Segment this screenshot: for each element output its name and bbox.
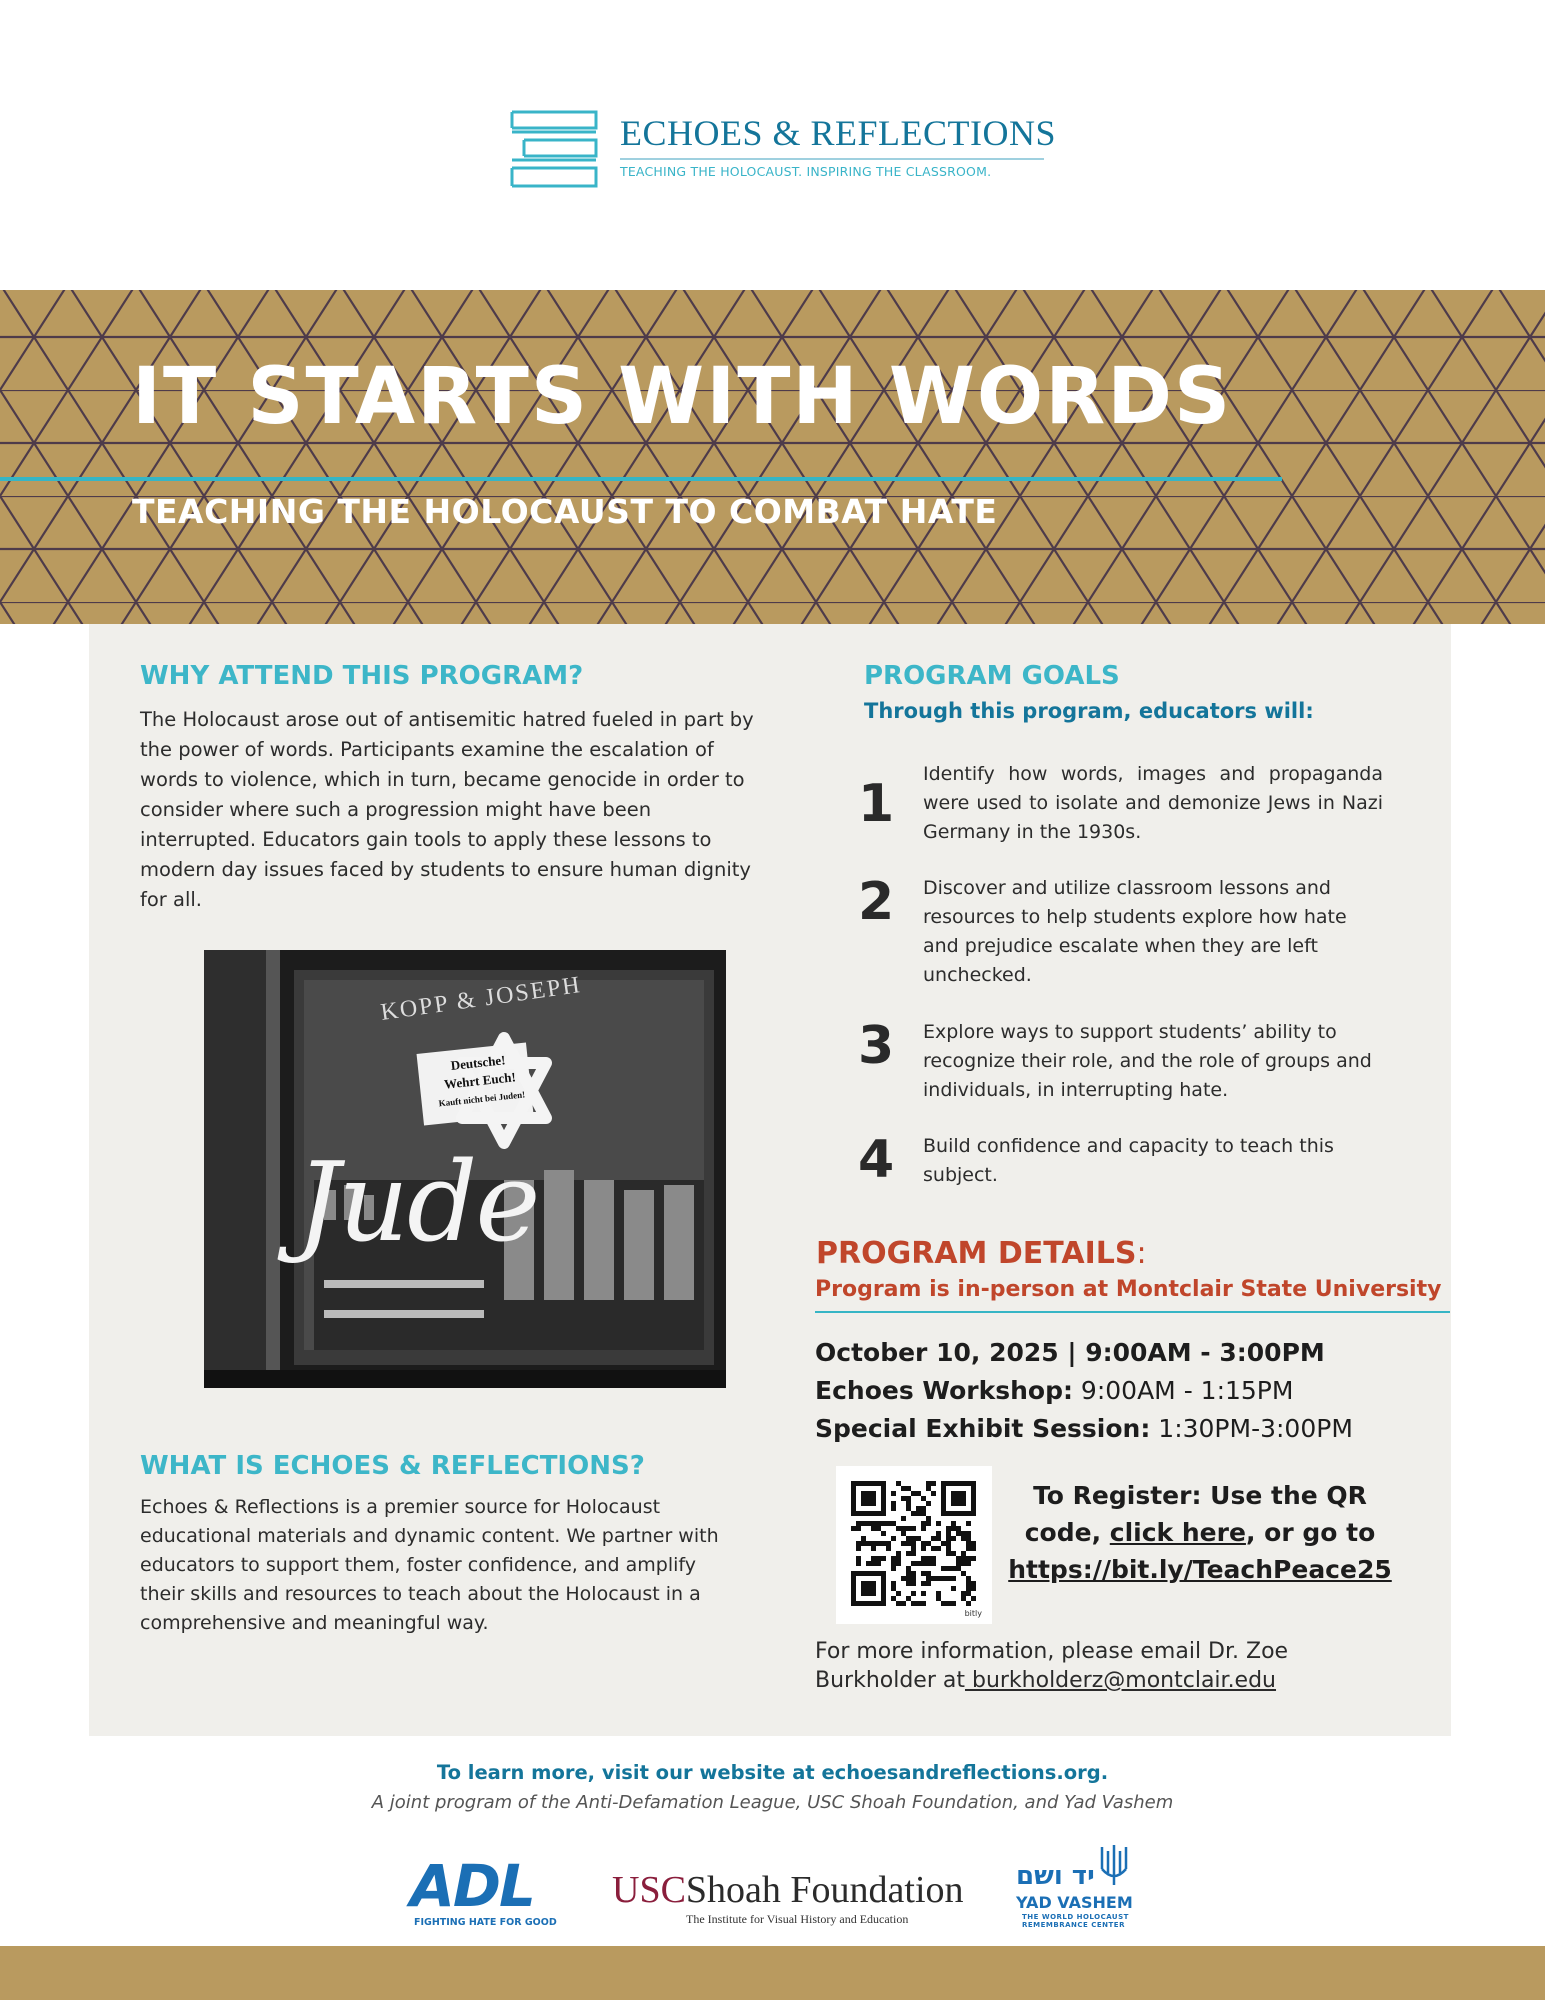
program-details-heading: PROGRAM DETAILS: [816, 1236, 1147, 1271]
adl-letters: ADL [410, 1852, 534, 1920]
footer-band [0, 1946, 1545, 2000]
joint-program-note: A joint program of the Anti-Defamation League, USC Shoah Foundation, and Yad Vashem [371, 1792, 1174, 1813]
register-url-link[interactable]: https://bit.ly/TeachPeace25 [1008, 1555, 1392, 1584]
stacked-lines-logo-icon [510, 106, 600, 192]
yad-vashem-sub: THE WORLD HOLOCAUST REMEMBRANCE CENTER [1022, 1913, 1129, 1929]
logo-divider [620, 158, 1044, 160]
register-link[interactable]: click here [1109, 1518, 1246, 1547]
logo-tagline: TEACHING THE HOLOCAUST. INSPIRING THE CLASSROOM. [620, 164, 992, 179]
yad-vashem-hebrew: יד ושם [1016, 1861, 1095, 1891]
workshop-time: Echoes Workshop: 9:00AM - 1:15PM [815, 1376, 1294, 1405]
register-qr-code[interactable] [836, 1466, 992, 1624]
program-goals-subtitle: Through this program, educators will: [864, 699, 1314, 723]
what-is-echoes-body: Echoes & Reflections is a premier source for Holocaust educational materials and dynamic content. We partner with educators to support them, foster confidence, and amplify their skills and resources to teach about the Holocaust in a comprehensive and meaningful way. [140, 1496, 719, 1634]
goal-text: Explore ways to support students’ ability to recognize their role, and the role of groups and individuals, in interrupting hate. [923, 1021, 1372, 1101]
adl-logo [410, 1852, 557, 1935]
banner-subhead: TEACHING THE HOLOCAUST TO COMBAT HATE [132, 492, 998, 531]
details-divider [815, 1311, 1450, 1313]
goal-text: Build confidence and capacity to teach this subject. [923, 1135, 1334, 1186]
contact-email-link[interactable]: burkholderz@montclair.edu [964, 1668, 1277, 1693]
menorah-icon [1098, 1843, 1132, 1887]
goal-number: 3 [858, 1016, 895, 1076]
goal-text: Identify how words, images and propaganda were used to isolate and demonize Jews in Nazi Germany in the 1930s. [923, 763, 1383, 843]
goal-number: 1 [858, 774, 895, 834]
qr-label: bitly [964, 1609, 982, 1618]
why-attend-body: The Holocaust arose out of antisemitic hatred fueled in part by the power of words. Participants examine the escalation of words to violence, which in turn, became genocide in order to consider where such a progression might have been interrupted. Educators gain tools to apply these lessons to modern day issues faced by students to ensure human dignity for all. [140, 708, 754, 911]
what-is-echoes-heading: WHAT IS ECHOES & REFLECTIONS? [140, 1451, 645, 1481]
hero-banner [0, 290, 1545, 624]
goal-text: Discover and utilize classroom lessons and resources to help students explore how hate and prejudice escalate when they are left unchecked. [923, 877, 1347, 986]
register-instructions: To Register: Use the QR code, click here, or go to https://bit.ly/TeachPeace25 [1000, 1477, 1400, 1588]
adl-tagline: FIGHTING HATE FOR GOOD [414, 1917, 557, 1928]
usc-prefix: USC [612, 1869, 686, 1911]
echoes-logo [510, 104, 1057, 194]
event-date: October 10, 2025 | 9:00AM - 3:00PM [815, 1338, 1325, 1367]
contact-info: For more information, please email Dr. Zoe Burkholder at burkholderz@montclair.edu [815, 1639, 1289, 1693]
triangle-pattern [0, 290, 1545, 624]
window-graffiti: Jude [296, 1138, 539, 1266]
banner-headline: IT STARTS WITH WORDS [132, 352, 1233, 442]
shop-sign: KOPP & JOSEPH [379, 972, 584, 1026]
program-goals-heading: PROGRAM GOALS [864, 661, 1120, 691]
usc-tagline: The Institute for Visual History and Education [686, 1912, 909, 1926]
exhibit-time: Special Exhibit Session: 1:30PM-3:00PM [815, 1414, 1353, 1443]
program-details-subtitle: Program is in-person at Montclair State University [815, 1277, 1442, 1302]
yad-vashem-logo [1014, 1843, 1134, 1933]
logo-title: ECHOES & REFLECTIONS [620, 113, 1057, 153]
why-attend-heading: WHY ATTEND THIS PROGRAM? [140, 661, 584, 691]
banner-divider [0, 477, 1282, 481]
historic-photo [204, 950, 726, 1388]
learn-more-link[interactable]: To learn more, visit our website at echoesandreflections.org. [436, 1761, 1109, 1784]
yad-vashem-name: YAD VASHEM [1016, 1893, 1133, 1912]
usc-shoah-logo [612, 1868, 964, 1928]
usc-name: Shoah Foundation [685, 1869, 964, 1911]
placard-text: Deutsche! Wehrt Euch! Kauft nicht bei Juden! [438, 1052, 526, 1109]
goal-number: 2 [858, 872, 895, 932]
goal-number: 4 [858, 1130, 895, 1190]
